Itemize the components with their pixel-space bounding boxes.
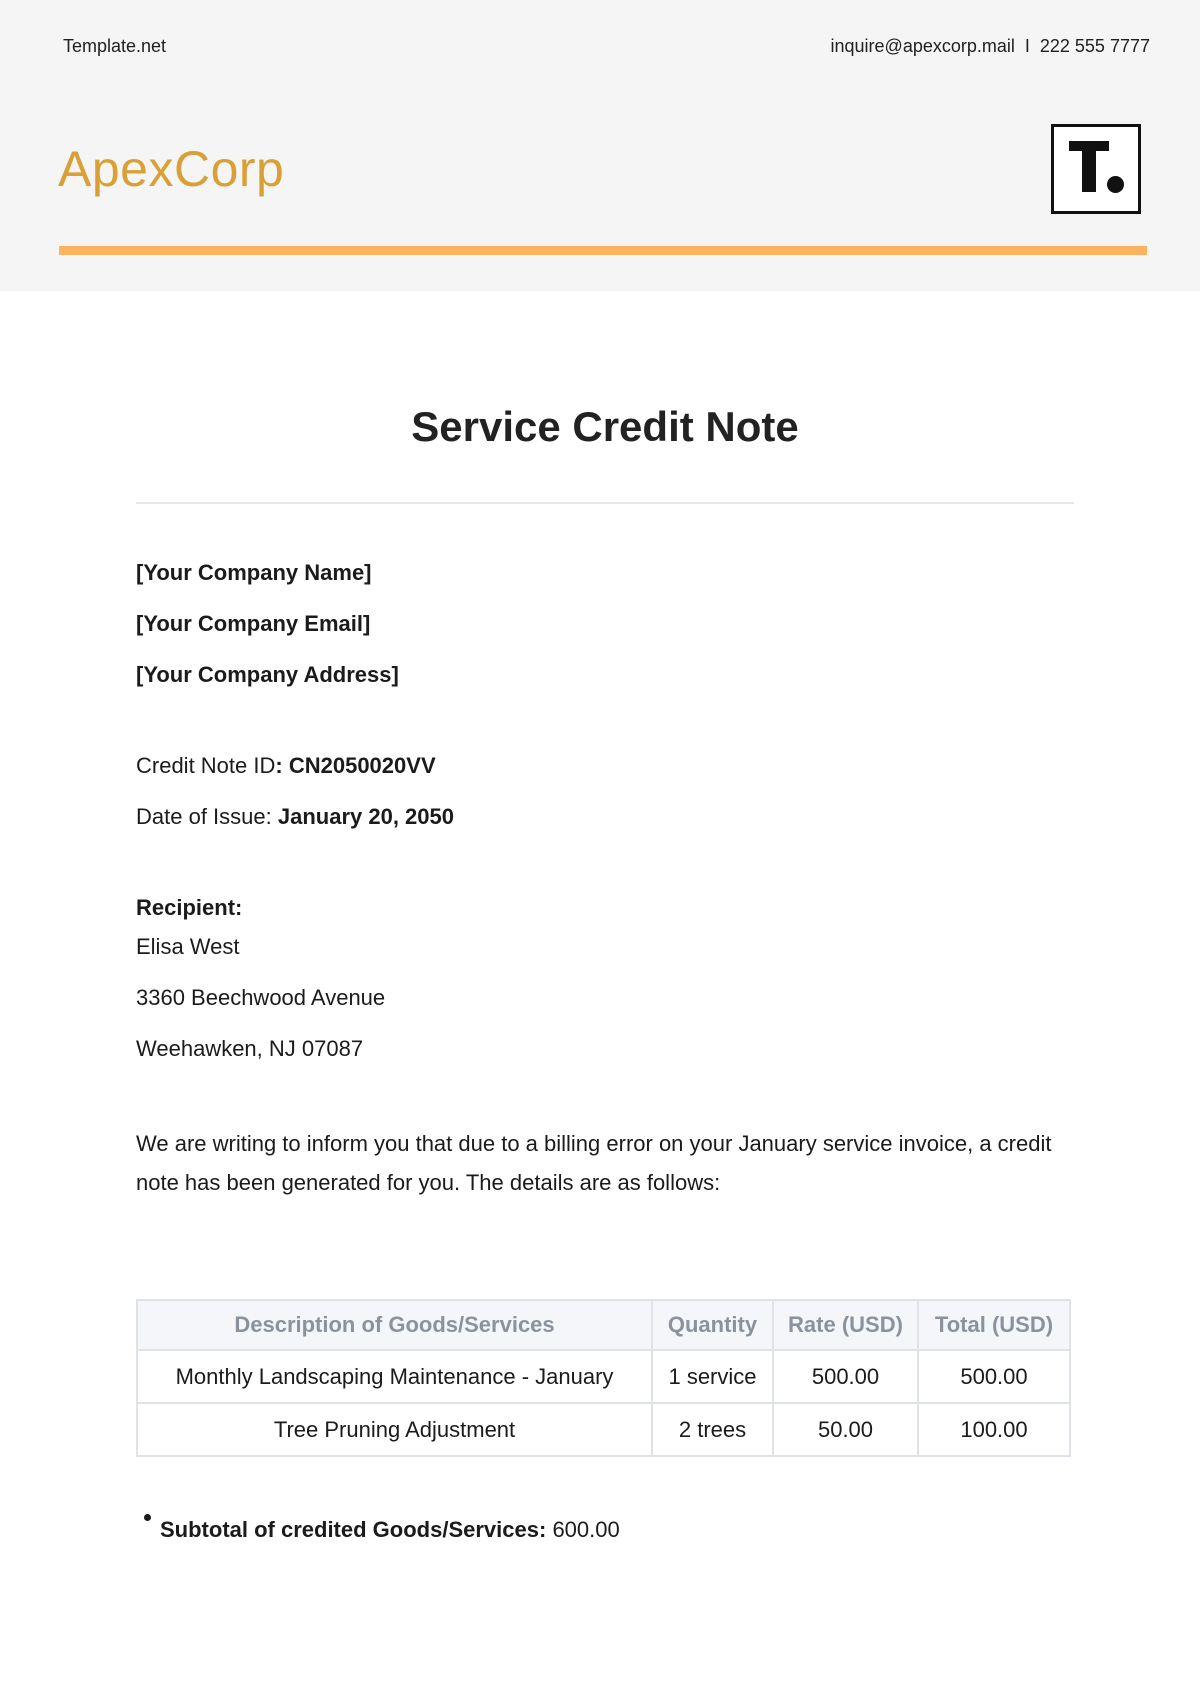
header-total: Total (USD)	[918, 1300, 1070, 1350]
cell-quantity: 2 trees	[652, 1403, 773, 1456]
header-rate: Rate (USD)	[773, 1300, 918, 1350]
cell-rate: 50.00	[773, 1403, 918, 1456]
brand-name: ApexCorp	[58, 141, 285, 197]
date-value: January 20, 2050	[277, 804, 454, 829]
table-row	[137, 1350, 1070, 1403]
items-table	[136, 1299, 1071, 1457]
company-email: [Your Company Email]	[136, 611, 371, 636]
cell-total: 100.00	[918, 1403, 1070, 1456]
header-description: Description of Goods/Services	[137, 1300, 652, 1350]
cell-description: Tree Pruning Adjustment	[137, 1403, 652, 1456]
contact-info: inquire@apexcorp.mail I 222 555 7777	[830, 36, 1150, 56]
company-address: [Your Company Address]	[136, 662, 399, 687]
bullet-icon	[144, 1514, 151, 1521]
logo-dot	[1107, 176, 1124, 193]
document-title: Service Credit Note	[411, 403, 799, 450]
subtotal-line	[160, 1517, 620, 1543]
date-label: Date of Issue:	[136, 804, 278, 829]
recipient-street: 3360 Beechwood Avenue	[136, 985, 386, 1010]
table-header-row	[137, 1300, 1070, 1350]
title-divider	[136, 502, 1074, 504]
credit-note-id: CN2050020VV	[288, 753, 436, 778]
subtotal-value: 600.00	[552, 1517, 620, 1542]
site-name: Template.net	[63, 36, 167, 56]
logo-t-stem	[1082, 141, 1096, 192]
cell-description: Monthly Landscaping Maintenance - January	[137, 1350, 652, 1403]
cell-rate: 500.00	[773, 1350, 918, 1403]
recipient-name: Elisa West	[136, 934, 240, 959]
credit-note-separator: :	[275, 753, 289, 778]
template-t-logo-icon	[1051, 124, 1141, 214]
header-quantity: Quantity	[652, 1300, 773, 1350]
table-row	[137, 1403, 1070, 1456]
page-header	[0, 0, 1200, 291]
subtotal-label: Subtotal of credited Goods/Services:	[160, 1517, 547, 1542]
credit-note-line	[136, 753, 436, 779]
cell-quantity: 1 service	[652, 1350, 773, 1403]
credit-note-label: Credit Note ID	[136, 753, 276, 778]
accent-bar	[59, 246, 1147, 255]
recipient-city: Weehawken, NJ 07087	[136, 1036, 364, 1061]
recipient-label: Recipient:	[136, 895, 243, 920]
cell-total: 500.00	[918, 1350, 1070, 1403]
company-name: [Your Company Name]	[136, 560, 372, 585]
date-line	[136, 804, 454, 830]
intro-paragraph: We are writing to inform you that due to a billing error on your January service invoice, a credit note has been generated for you. The details are as follows:	[136, 1131, 1052, 1195]
